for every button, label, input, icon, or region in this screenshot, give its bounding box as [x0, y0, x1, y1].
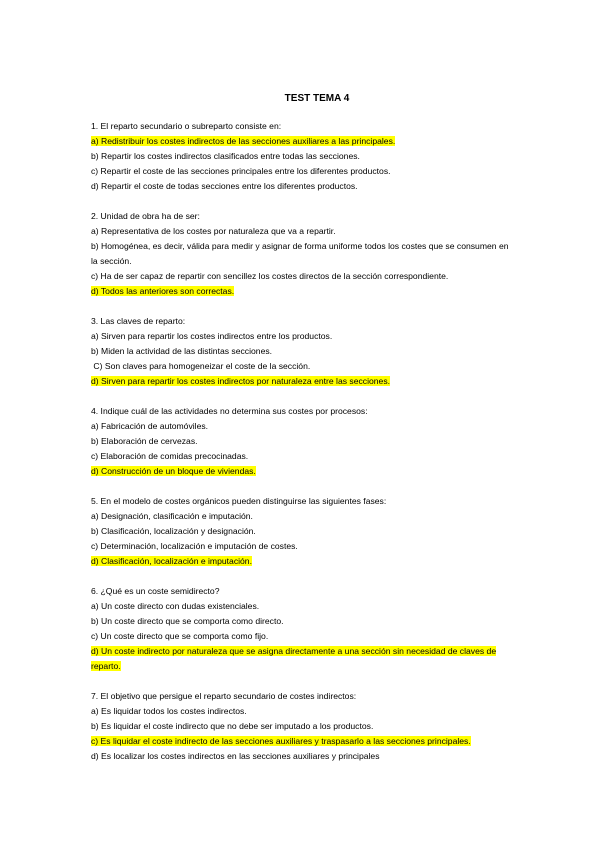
answer-option-d	[91, 284, 560, 299]
answer-option-d: d) Es localizar los costes indirectos en las secciones auxiliares y principales	[91, 751, 380, 761]
question-3	[91, 314, 560, 389]
question-stem: 2. Unidad de obra ha de ser:	[91, 211, 200, 221]
highlighted-answer: d) Todos las anteriores son correctas.	[91, 286, 235, 296]
answer-option-c: c) Repartir el coste de las secciones principales entre los diferentes productos.	[91, 166, 391, 176]
question-stem: 5. En el modelo de costes orgánicos pueden distinguirse las siguientes fases:	[91, 496, 387, 506]
question-stem: 1. El reparto secundario o subreparto consiste en:	[91, 121, 282, 131]
question-5	[91, 494, 560, 569]
highlighted-answer: d) Clasificación, localización e imputación.	[91, 556, 252, 566]
answer-option-b: b) Un coste directo que se comporta como directo.	[91, 616, 284, 626]
question-stem: 7. El objetivo que persigue el reparto secundario de costes indirectos:	[91, 691, 357, 701]
answer-option-d	[91, 374, 560, 389]
answer-option-a: a) Un coste directo con dudas existenciales.	[91, 601, 260, 611]
answer-option-a: a) Es liquidar todos los costes indirectos.	[91, 706, 247, 716]
question-7	[91, 689, 560, 764]
answer-option-a: a) Sirven para repartir los costes indirectos entre los productos.	[91, 331, 333, 341]
highlighted-answer: a) Redistribuir los costes indirectos de las secciones auxiliares a las principales.	[91, 136, 396, 146]
highlighted-answer: d) Sirven para repartir los costes indirectos por naturaleza entre las secciones.	[91, 376, 391, 386]
question-4	[91, 404, 560, 479]
answer-option-c: c) Elaboración de comidas precocinadas.	[91, 451, 249, 461]
answer-option-c: c) Un coste directo que se comporta como fijo.	[91, 631, 269, 641]
answer-option-d	[91, 554, 560, 569]
answer-option-c: c) Ha de ser capaz de repartir con sencillez los costes directos de la sección correspondiente.	[91, 271, 449, 281]
question-stem: 3. Las claves de reparto:	[91, 316, 186, 326]
document-title: TEST TEMA 4	[284, 93, 350, 104]
answer-option-b: b) Elaboración de cervezas.	[91, 436, 198, 446]
question-1	[91, 119, 560, 194]
answer-option-a: a) Designación, clasificación e imputación.	[91, 511, 253, 521]
answer-option-a: a) Representativa de los costes por naturaleza que va a repartir.	[91, 226, 336, 236]
answer-option-c: c) Determinación, localización e imputación de costes.	[91, 541, 298, 551]
answer-option-a: a) Fabricación de automóviles.	[91, 421, 209, 431]
question-stem: 4. Indique cuál de las actividades no determina sus costes por procesos:	[91, 406, 368, 416]
question-2	[91, 209, 560, 299]
answer-option-d: d) Repartir el coste de todas secciones entre los diferentes productos.	[91, 181, 358, 191]
answer-option-b: b) Clasificación, localización y designación.	[91, 526, 256, 536]
highlighted-answer: d) Construcción de un bloque de viviendas.	[91, 466, 256, 476]
answer-option-c	[91, 734, 509, 749]
highlighted-answer: d) Un coste indirecto por naturaleza que se asigna directamente a una sección sin necesidad de claves de reparto.	[91, 646, 497, 671]
answer-option-d	[91, 464, 560, 479]
answer-option-c: C) Son claves para homogeneizar el coste de la sección.	[91, 361, 311, 371]
answer-option-a	[91, 134, 560, 149]
highlighted-answer: c) Es liquidar el coste indirecto de las secciones auxiliares y traspasarlo a las secciones principales.	[91, 736, 471, 746]
answer-option-b: b) Miden la actividad de las distintas secciones.	[91, 346, 273, 356]
question-stem: 6. ¿Qué es un coste semidirecto?	[91, 586, 220, 596]
answer-option-d	[91, 644, 509, 674]
answer-option-b: b) Homogénea, es decir, válida para medir y asignar de forma uniforme todos los costes que se consumen en la sección.	[91, 241, 509, 266]
answer-option-b: b) Repartir los costes indirectos clasificados entre todas las secciones.	[91, 151, 360, 161]
answer-option-b: b) Es liquidar el coste indirecto que no debe ser imputado a los productos.	[91, 721, 374, 731]
question-6	[91, 584, 560, 674]
